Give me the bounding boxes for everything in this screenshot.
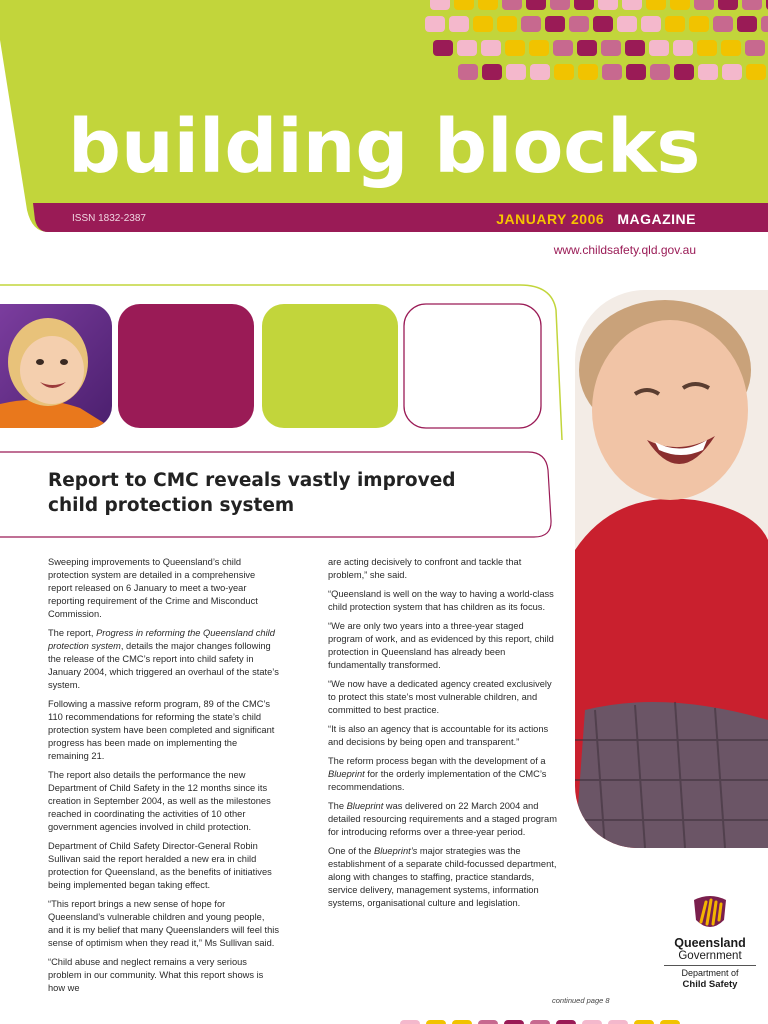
pattern-tile bbox=[426, 1020, 446, 1024]
pattern-tile bbox=[761, 16, 768, 32]
pattern-tile bbox=[674, 64, 694, 80]
pattern-tile bbox=[497, 16, 517, 32]
paragraph: Sweeping improvements to Queensland’s child protection system are detailed in a comprehensive report released on 6 January to meet a two-year reporting requirement of the Crime and Misconduct Commission. bbox=[48, 557, 258, 619]
pattern-tile bbox=[458, 64, 478, 80]
pattern-tile bbox=[454, 0, 474, 10]
pattern-tile bbox=[556, 1020, 576, 1024]
pattern-tile bbox=[452, 1020, 472, 1024]
report-title: Progress in reforming the Queensland child protection system bbox=[48, 628, 275, 651]
paragraph: “It is also an agency that is accountable for its actions and decisions by being open and transparent.” bbox=[328, 724, 549, 747]
paragraph: “We are only two years into a three-year staged program of work, and as evidenced by this report, child protection in Queensland has already been fundamentally transformed. bbox=[328, 621, 554, 670]
lime-block bbox=[262, 304, 398, 428]
pattern-tile bbox=[425, 16, 445, 32]
logo-child-safety: Child Safety bbox=[682, 979, 738, 990]
paragraph: “We now have a dedicated agency created exclusively to protect this state’s most vulnerable children, and committed to best practice. bbox=[328, 679, 552, 715]
pattern-tile bbox=[400, 1020, 420, 1024]
text-run: was delivered on 22 March 2004 and detailed resourcing requirements and a staged program for introducing reforms over a three-year period. bbox=[328, 801, 557, 837]
coat-of-arms-icon bbox=[688, 894, 732, 934]
outline-block bbox=[404, 304, 541, 428]
paragraph: “This report brings a new sense of hope for Queensland’s vulnerable children and young people, and it is my belief that many Queenslanders will feel this sense of optimism when they read it,” Ms Sullivan said. bbox=[48, 899, 279, 948]
pattern-tile bbox=[601, 40, 621, 56]
pattern-tile bbox=[449, 16, 469, 32]
pattern-tile bbox=[722, 64, 742, 80]
pattern-tile bbox=[473, 16, 493, 32]
pattern-tile bbox=[598, 0, 618, 10]
pattern-tile bbox=[433, 40, 453, 56]
pattern-tile bbox=[506, 64, 526, 80]
bottom-tile-strip bbox=[0, 1018, 768, 1024]
issue-line bbox=[496, 211, 696, 227]
pattern-tile bbox=[574, 0, 594, 10]
article-headline: Report to CMC reveals vastly improved child protection system bbox=[48, 470, 456, 516]
tile-pattern bbox=[0, 0, 768, 100]
pattern-tile bbox=[602, 64, 622, 80]
pattern-tile bbox=[737, 16, 757, 32]
pattern-tile bbox=[481, 40, 501, 56]
magenta-block bbox=[118, 304, 254, 428]
pattern-tile bbox=[582, 1020, 602, 1024]
pattern-tile bbox=[746, 64, 766, 80]
text-run: The reform process began with the development of a bbox=[328, 756, 546, 766]
masthead-title: building blocks bbox=[68, 104, 701, 190]
blueprint-title: Blueprint bbox=[328, 769, 365, 779]
paragraph: The report also details the performance the new Department of Child Safety in the 12 months since its creation in September 2004, as well as the milestones reached in coordinating the activities of 10 other government agencies involved in child protection. bbox=[48, 770, 271, 832]
paragraph bbox=[328, 755, 560, 794]
pattern-tile bbox=[713, 16, 733, 32]
pattern-tile bbox=[530, 1020, 550, 1024]
pattern-tile bbox=[634, 1020, 654, 1024]
pattern-tile bbox=[478, 1020, 498, 1024]
paragraph bbox=[328, 845, 560, 910]
continued-note[interactable]: continued page 8 bbox=[552, 996, 610, 1005]
logo-government: Government bbox=[678, 950, 742, 962]
pattern-tile bbox=[529, 40, 549, 56]
pattern-tile bbox=[608, 1020, 628, 1024]
text-run: The bbox=[328, 801, 347, 811]
website-url[interactable]: www.childsafety.qld.gov.au bbox=[553, 243, 696, 257]
pattern-tile bbox=[617, 16, 637, 32]
pattern-tile bbox=[505, 40, 525, 56]
blueprint-title: Blueprint bbox=[346, 801, 384, 811]
masthead bbox=[0, 0, 768, 232]
pattern-tile bbox=[742, 0, 762, 10]
pattern-tile bbox=[721, 40, 741, 56]
paragraph bbox=[48, 627, 280, 692]
text-run: for the orderly implementation of the CMC’s recommendations. bbox=[328, 769, 547, 792]
text-run: One of the bbox=[328, 846, 374, 856]
pattern-tile bbox=[641, 16, 661, 32]
pattern-tile bbox=[521, 16, 541, 32]
pattern-tile bbox=[577, 40, 597, 56]
pattern-tile bbox=[660, 1020, 680, 1024]
logo-department-of: Department of bbox=[664, 965, 756, 979]
pattern-tile bbox=[697, 40, 717, 56]
pattern-tile bbox=[530, 64, 550, 80]
pattern-tile bbox=[545, 16, 565, 32]
text-run: , details the major changes following the release of the CMC’s report into child safety in January 2004, which triggered an overhaul of the state’s system. bbox=[48, 641, 279, 690]
pattern-tile bbox=[526, 0, 546, 10]
pattern-tile bbox=[593, 16, 613, 32]
pattern-tile bbox=[554, 64, 574, 80]
paragraph: “Queensland is well on the way to having a world-class child protection system that has children as its focus. bbox=[328, 589, 554, 612]
pattern-tile bbox=[673, 40, 693, 56]
pattern-tile bbox=[430, 0, 450, 10]
paragraph: are acting decisively to confront and tackle that problem,” she said. bbox=[328, 557, 522, 580]
pattern-tile bbox=[502, 0, 522, 10]
pattern-tile bbox=[504, 1020, 524, 1024]
pattern-tile bbox=[649, 40, 669, 56]
paragraph: Following a massive reform program, 89 of the CMC’s 110 recommendations for reforming the state’s child protection system have been completed and significant progress has been made on implementing the remaining 21. bbox=[48, 699, 275, 761]
blueprint-title: Blueprint’s bbox=[374, 846, 418, 856]
boy-photo bbox=[575, 290, 768, 848]
pattern-tile bbox=[650, 64, 670, 80]
paragraph: Department of Child Safety Director-General Robin Sullivan said the report heralded a new era in child protection for Queensland, as the benefits of initiatives being implemented began taking effect. bbox=[48, 841, 272, 890]
pattern-tile bbox=[625, 40, 645, 56]
queensland-government-logo bbox=[664, 894, 756, 990]
pattern-tile bbox=[670, 0, 690, 10]
pattern-tile bbox=[478, 0, 498, 10]
pattern-tile bbox=[689, 16, 709, 32]
pattern-tile bbox=[718, 0, 738, 10]
pattern-tile bbox=[745, 40, 765, 56]
issue-date: JANUARY 2006 bbox=[496, 211, 605, 227]
article-column-1 bbox=[48, 556, 280, 1001]
pattern-tile bbox=[578, 64, 598, 80]
text-run: The report, bbox=[48, 628, 97, 638]
pattern-tile bbox=[646, 0, 666, 10]
logo-queensland: Queensland bbox=[674, 936, 746, 950]
text-run: major strategies was the establishment of a separate child-focussed department, along with changes to staffing, practice standards, service delivery, management systems, information systems, organisational culture and legislation. bbox=[328, 846, 557, 908]
pattern-tile bbox=[553, 40, 573, 56]
article-column-2 bbox=[328, 556, 560, 916]
pattern-tile bbox=[698, 64, 718, 80]
pattern-tile bbox=[482, 64, 502, 80]
issue-type: MAGAZINE bbox=[617, 211, 696, 227]
pattern-tile bbox=[457, 40, 477, 56]
toddler-photo bbox=[0, 304, 112, 428]
pattern-tile bbox=[694, 0, 714, 10]
pattern-tile bbox=[626, 64, 646, 80]
issn-number: ISSN 1832-2387 bbox=[72, 213, 146, 224]
paragraph: “Child abuse and neglect remains a very serious problem in our community. What this report shows is how we bbox=[48, 957, 264, 993]
pattern-tile bbox=[569, 16, 589, 32]
pattern-tile bbox=[550, 0, 570, 10]
paragraph bbox=[328, 800, 560, 839]
pattern-tile bbox=[665, 16, 685, 32]
pattern-tile bbox=[622, 0, 642, 10]
